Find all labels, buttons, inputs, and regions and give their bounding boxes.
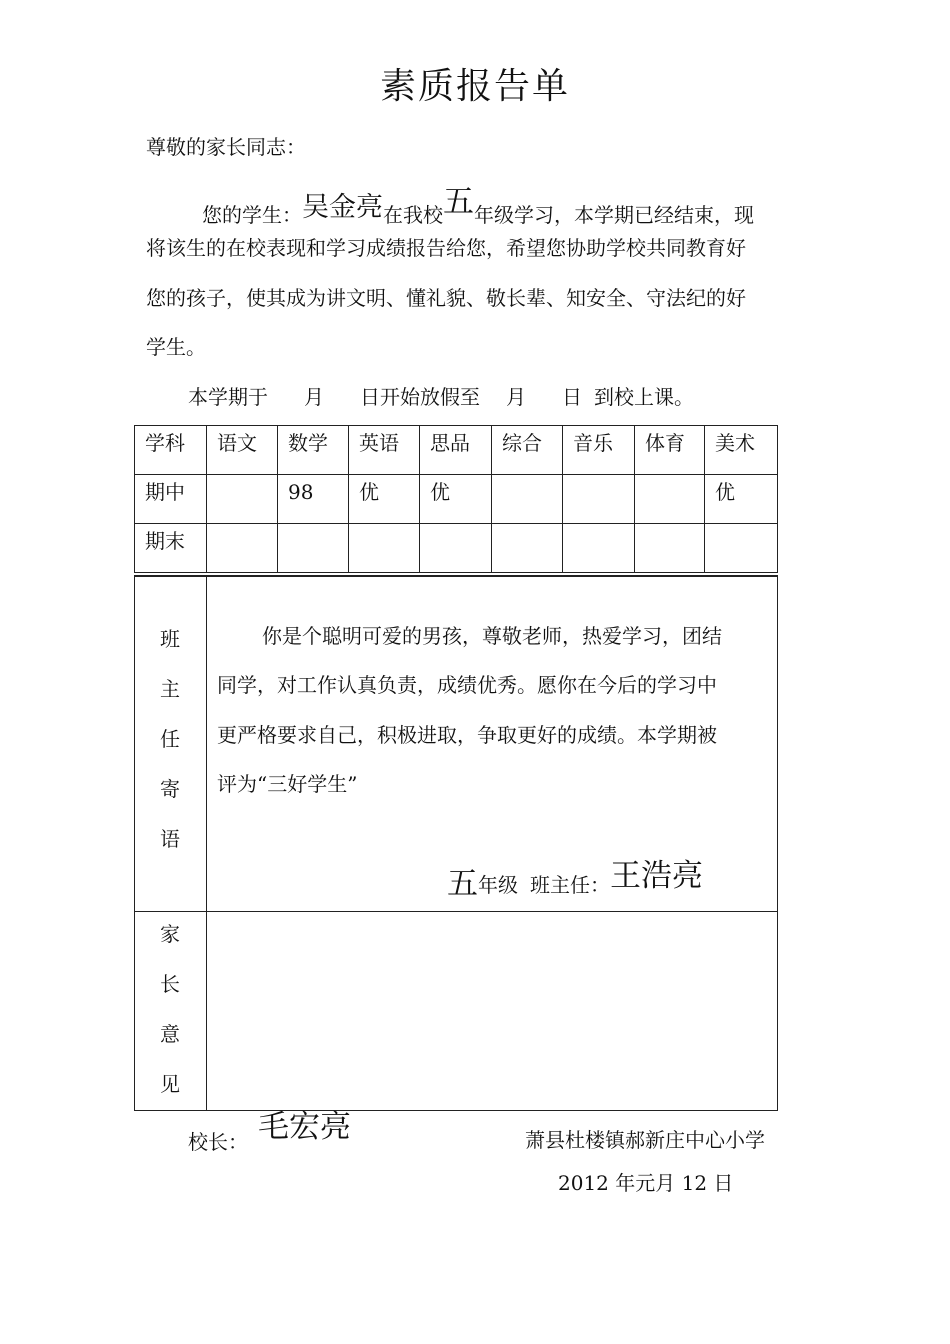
table-cell xyxy=(492,475,563,524)
vacation-text-c: 日开始放假至 xyxy=(360,385,480,409)
table-cell: 98 xyxy=(278,475,349,524)
teacher-comment-line-3: 更严格要求自己，积极进取，争取更好的成绩。本学期被 xyxy=(217,723,717,747)
document-title: 素质报告单 xyxy=(379,66,570,107)
label-char: 意 xyxy=(160,1022,180,1046)
report-date: 2012 年元月 12 日 xyxy=(558,1171,734,1195)
table-cell xyxy=(563,524,635,573)
sign-grade-handwritten: 五 xyxy=(447,866,478,902)
label-char: 语 xyxy=(160,827,180,851)
label-char: 家 xyxy=(160,922,180,946)
table-cell: 期末 xyxy=(135,524,207,573)
teacher-comment-line-1: 你是个聪明可爱的男孩，尊敬老师，热爱学习，团结 xyxy=(262,624,722,648)
table-cell xyxy=(635,475,705,524)
header-cell: 数学 xyxy=(278,426,349,475)
table-cell: 期中 xyxy=(135,475,207,524)
teacher-comment-line-2: 同学，对工作认真负责，成绩优秀。愿你在今后的学习中 xyxy=(217,673,717,697)
header-cell: 体育 xyxy=(635,426,705,475)
school-name: 萧县杜楼镇郝新庄中心小学 xyxy=(525,1128,765,1152)
table-row xyxy=(135,475,778,524)
sign-label: 班主任： xyxy=(530,873,610,897)
vacation-day-2: 日 xyxy=(562,385,582,409)
vacation-text-a: 本学期于 xyxy=(188,385,268,409)
teacher-signature: 王浩亮 xyxy=(610,858,703,894)
intro-line-3: 您的孩子，使其成为讲文明、懂礼貌、敬长辈、知安全、守法纪的好 xyxy=(146,286,746,310)
principal-label: 校长： xyxy=(188,1130,248,1154)
student-name: 吴金亮 xyxy=(302,192,383,223)
table-cell xyxy=(278,524,349,573)
header-cell: 英语 xyxy=(349,426,420,475)
table-cell xyxy=(705,524,778,573)
teacher-signature-line xyxy=(447,856,703,901)
table-cell: 优 xyxy=(420,475,492,524)
grade-handwritten: 五 xyxy=(443,184,474,220)
grades-table xyxy=(134,425,778,573)
table-cell: 优 xyxy=(705,475,778,524)
intro-prefix: 您的学生： xyxy=(202,203,302,227)
table-cell: 优 xyxy=(349,475,420,524)
label-char: 寄 xyxy=(160,777,180,801)
parent-opinion-box xyxy=(134,911,778,1111)
grades-header-row xyxy=(135,426,778,475)
sign-grade-suffix: 年级 xyxy=(478,873,518,897)
table-cell xyxy=(349,524,420,573)
table-cell xyxy=(563,475,635,524)
header-cell: 学科 xyxy=(135,426,207,475)
header-cell: 思品 xyxy=(420,426,492,475)
table-cell xyxy=(420,524,492,573)
intro-line-1 xyxy=(202,186,754,231)
table-row xyxy=(135,524,778,573)
label-char: 班 xyxy=(160,627,180,651)
label-char: 长 xyxy=(160,972,180,996)
label-char: 见 xyxy=(160,1072,180,1096)
table-cell xyxy=(492,524,563,573)
header-cell: 综合 xyxy=(492,426,563,475)
label-char: 主 xyxy=(160,677,180,701)
teacher-comment-label xyxy=(135,623,205,873)
vacation-month-1: 月 xyxy=(304,385,324,409)
teacher-comment-line-4: 评为“三好学生” xyxy=(217,772,358,796)
table-cell xyxy=(635,524,705,573)
label-char: 任 xyxy=(160,727,180,751)
intro-mid: 在我校 xyxy=(383,203,443,227)
header-cell: 语文 xyxy=(207,426,278,475)
intro-line-4: 学生。 xyxy=(146,335,206,359)
vacation-text-f: 到校上课。 xyxy=(594,385,694,409)
table-cell xyxy=(207,475,278,524)
header-cell: 音乐 xyxy=(563,426,635,475)
intro-suffix: 年级学习，本学期已经结束，现 xyxy=(474,203,754,227)
vacation-month-2: 月 xyxy=(506,385,526,409)
table-cell xyxy=(207,524,278,573)
header-cell: 美术 xyxy=(705,426,778,475)
vacation-line xyxy=(188,381,694,410)
greeting: 尊敬的家长同志： xyxy=(146,135,306,159)
principal-signature: 毛宏亮 xyxy=(258,1109,351,1145)
parent-opinion-label xyxy=(135,918,205,1118)
intro-line-2: 将该生的在校表现和学习成绩报告给您，希望您协助学校共同教育好 xyxy=(146,236,746,260)
